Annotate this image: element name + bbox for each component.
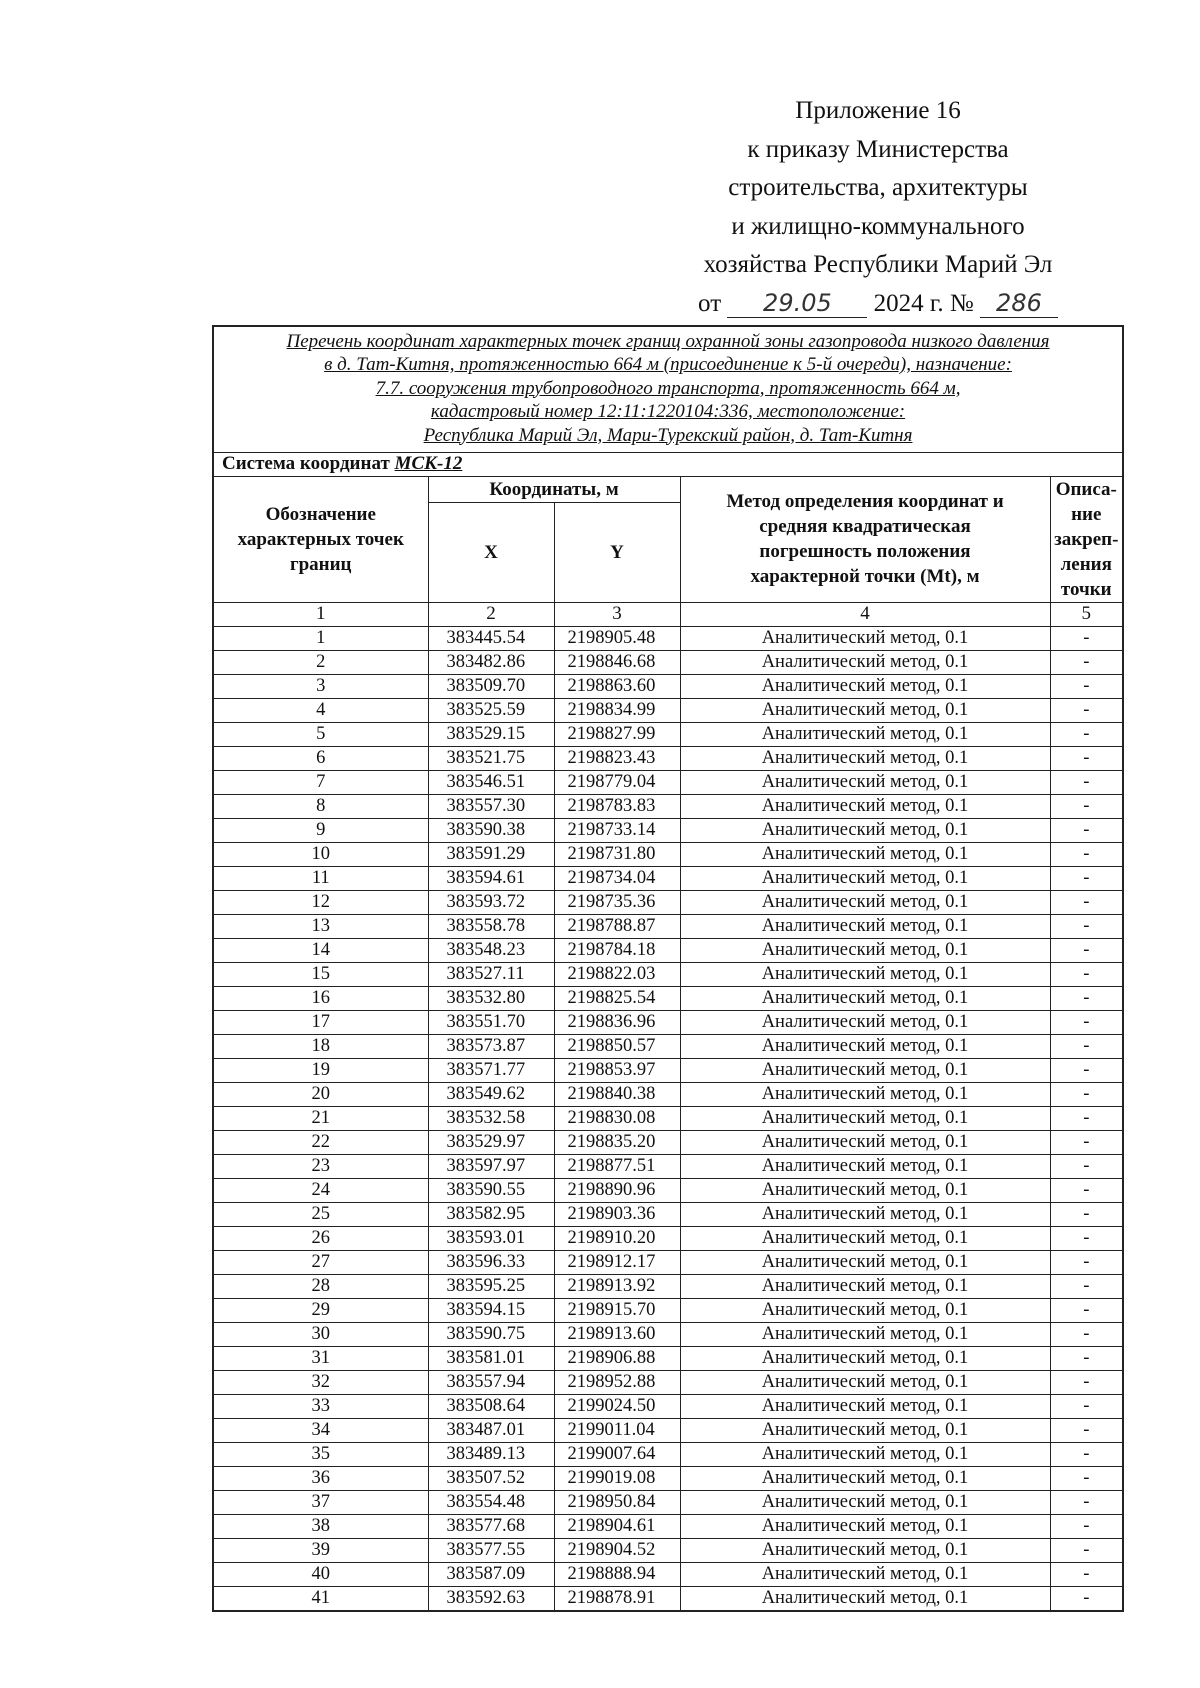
description-cell: - bbox=[1050, 1490, 1123, 1514]
caption-line: Республика Марий Эл, Мари-Турекский район, д. Тат-Китня bbox=[423, 424, 913, 446]
coord-y: 2198788.87 bbox=[554, 914, 680, 938]
method-cell: Аналитический метод, 0.1 bbox=[680, 1154, 1050, 1178]
coordinate-system-label: Система координат bbox=[222, 453, 390, 474]
method-cell: Аналитический метод, 0.1 bbox=[680, 938, 1050, 962]
point-number: 21 bbox=[213, 1106, 428, 1130]
column-number: 4 bbox=[680, 602, 1050, 626]
coord-x: 383546.51 bbox=[428, 770, 554, 794]
point-number: 16 bbox=[213, 986, 428, 1010]
method-cell: Аналитический метод, 0.1 bbox=[680, 818, 1050, 842]
table-row bbox=[213, 1130, 1123, 1154]
method-cell: Аналитический метод, 0.1 bbox=[680, 1322, 1050, 1346]
coord-x: 383482.86 bbox=[428, 650, 554, 674]
header-line: точки bbox=[1060, 578, 1112, 600]
table-row bbox=[213, 914, 1123, 938]
column-number: 5 bbox=[1050, 602, 1123, 626]
appendix-line: хозяйства Республики Марий Эл bbox=[703, 251, 1053, 278]
point-number: 28 bbox=[213, 1274, 428, 1298]
point-number: 23 bbox=[213, 1154, 428, 1178]
method-cell: Аналитический метод, 0.1 bbox=[680, 1010, 1050, 1034]
point-number: 6 bbox=[213, 746, 428, 770]
point-number: 3 bbox=[213, 674, 428, 698]
coord-x: 383445.54 bbox=[428, 626, 554, 650]
coord-y: 2198779.04 bbox=[554, 770, 680, 794]
table-row bbox=[213, 1274, 1123, 1298]
point-number: 5 bbox=[213, 722, 428, 746]
description-cell: - bbox=[1050, 962, 1123, 986]
column-numbers-row bbox=[213, 602, 1123, 626]
coord-x: 383596.33 bbox=[428, 1250, 554, 1274]
coord-x: 383595.25 bbox=[428, 1274, 554, 1298]
coord-x: 383529.15 bbox=[428, 722, 554, 746]
coord-y: 2198913.60 bbox=[554, 1322, 680, 1346]
description-cell: - bbox=[1050, 1394, 1123, 1418]
description-cell: - bbox=[1050, 1250, 1123, 1274]
coord-x: 383558.78 bbox=[428, 914, 554, 938]
description-cell: - bbox=[1050, 1442, 1123, 1466]
coord-y: 2198846.68 bbox=[554, 650, 680, 674]
coord-y: 2198784.18 bbox=[554, 938, 680, 962]
coord-y: 2199024.50 bbox=[554, 1394, 680, 1418]
coord-x: 383554.48 bbox=[428, 1490, 554, 1514]
method-cell: Аналитический метод, 0.1 bbox=[680, 1586, 1050, 1611]
header-point bbox=[213, 476, 428, 602]
table-row bbox=[213, 746, 1123, 770]
header-y: Y bbox=[554, 502, 680, 602]
point-number: 18 bbox=[213, 1034, 428, 1058]
coord-y: 2198840.38 bbox=[554, 1082, 680, 1106]
method-cell: Аналитический метод, 0.1 bbox=[680, 890, 1050, 914]
point-number: 29 bbox=[213, 1298, 428, 1322]
description-cell: - bbox=[1050, 1298, 1123, 1322]
table-row bbox=[213, 1178, 1123, 1202]
description-cell: - bbox=[1050, 842, 1123, 866]
point-number: 10 bbox=[213, 842, 428, 866]
header-line: Описа- bbox=[1055, 478, 1117, 500]
point-number: 14 bbox=[213, 938, 428, 962]
coord-x: 383582.95 bbox=[428, 1202, 554, 1226]
method-cell: Аналитический метод, 0.1 bbox=[680, 1034, 1050, 1058]
point-number: 39 bbox=[213, 1538, 428, 1562]
header-line: Обозначение bbox=[265, 503, 376, 525]
coord-x: 383557.30 bbox=[428, 794, 554, 818]
point-number: 11 bbox=[213, 866, 428, 890]
description-cell: - bbox=[1050, 770, 1123, 794]
table-row bbox=[213, 1538, 1123, 1562]
method-cell: Аналитический метод, 0.1 bbox=[680, 746, 1050, 770]
column-number: 2 bbox=[428, 602, 554, 626]
coord-y: 2198915.70 bbox=[554, 1298, 680, 1322]
method-cell: Аналитический метод, 0.1 bbox=[680, 1442, 1050, 1466]
coord-x: 383587.09 bbox=[428, 1562, 554, 1586]
header-line: Метод определения координат и bbox=[726, 491, 1004, 512]
description-cell: - bbox=[1050, 674, 1123, 698]
coord-y: 2198827.99 bbox=[554, 722, 680, 746]
coord-y: 2198825.54 bbox=[554, 986, 680, 1010]
table-row bbox=[213, 938, 1123, 962]
point-number: 38 bbox=[213, 1514, 428, 1538]
coord-x: 383532.80 bbox=[428, 986, 554, 1010]
coord-y: 2198835.20 bbox=[554, 1130, 680, 1154]
table-row bbox=[213, 1562, 1123, 1586]
coord-x: 383487.01 bbox=[428, 1418, 554, 1442]
table-row bbox=[213, 1370, 1123, 1394]
coord-x: 383529.97 bbox=[428, 1130, 554, 1154]
description-cell: - bbox=[1050, 1586, 1123, 1611]
coord-x: 383593.01 bbox=[428, 1226, 554, 1250]
description-cell: - bbox=[1050, 1370, 1123, 1394]
method-cell: Аналитический метод, 0.1 bbox=[680, 1178, 1050, 1202]
method-cell: Аналитический метод, 0.1 bbox=[680, 1418, 1050, 1442]
header-line: ние bbox=[1071, 503, 1102, 525]
coordinate-system-row bbox=[213, 452, 1123, 476]
coord-y: 2198783.83 bbox=[554, 794, 680, 818]
header-line: средняя квадратическая bbox=[759, 516, 971, 537]
coord-y: 2198830.08 bbox=[554, 1106, 680, 1130]
description-cell: - bbox=[1050, 1514, 1123, 1538]
table-row bbox=[213, 1442, 1123, 1466]
coord-y: 2198733.14 bbox=[554, 818, 680, 842]
method-cell: Аналитический метод, 0.1 bbox=[680, 1274, 1050, 1298]
method-cell: Аналитический метод, 0.1 bbox=[680, 914, 1050, 938]
method-cell: Аналитический метод, 0.1 bbox=[680, 794, 1050, 818]
table-row bbox=[213, 1034, 1123, 1058]
coord-x: 383577.55 bbox=[428, 1538, 554, 1562]
point-number: 33 bbox=[213, 1394, 428, 1418]
point-number: 1 bbox=[213, 626, 428, 650]
coord-x: 383571.77 bbox=[428, 1058, 554, 1082]
coord-y: 2198863.60 bbox=[554, 674, 680, 698]
method-cell: Аналитический метод, 0.1 bbox=[680, 770, 1050, 794]
coord-y: 2199019.08 bbox=[554, 1466, 680, 1490]
point-number: 20 bbox=[213, 1082, 428, 1106]
table-row bbox=[213, 794, 1123, 818]
table-row bbox=[213, 1082, 1123, 1106]
coord-y: 2198734.04 bbox=[554, 866, 680, 890]
appendix-header bbox=[668, 92, 1088, 323]
point-number: 4 bbox=[213, 698, 428, 722]
table-row bbox=[213, 1154, 1123, 1178]
coord-x: 383597.97 bbox=[428, 1154, 554, 1178]
method-cell: Аналитический метод, 0.1 bbox=[680, 1250, 1050, 1274]
table-row bbox=[213, 842, 1123, 866]
handwritten-date: 29.05 bbox=[727, 289, 867, 318]
method-cell: Аналитический метод, 0.1 bbox=[680, 698, 1050, 722]
table-row bbox=[213, 866, 1123, 890]
coord-y: 2198850.57 bbox=[554, 1034, 680, 1058]
table-row bbox=[213, 818, 1123, 842]
description-cell: - bbox=[1050, 1346, 1123, 1370]
description-cell: - bbox=[1050, 722, 1123, 746]
method-cell: Аналитический метод, 0.1 bbox=[680, 650, 1050, 674]
coord-y: 2198952.88 bbox=[554, 1370, 680, 1394]
coordinate-system-name: МСК-12 bbox=[394, 453, 463, 474]
coord-x: 383592.63 bbox=[428, 1586, 554, 1611]
description-cell: - bbox=[1050, 1154, 1123, 1178]
header-description bbox=[1050, 476, 1123, 602]
point-number: 26 bbox=[213, 1226, 428, 1250]
method-cell: Аналитический метод, 0.1 bbox=[680, 1058, 1050, 1082]
table-row bbox=[213, 770, 1123, 794]
point-number: 31 bbox=[213, 1346, 428, 1370]
date-prefix: от bbox=[698, 289, 722, 317]
coord-x: 383594.61 bbox=[428, 866, 554, 890]
point-number: 24 bbox=[213, 1178, 428, 1202]
table-row bbox=[213, 1298, 1123, 1322]
method-cell: Аналитический метод, 0.1 bbox=[680, 1490, 1050, 1514]
coord-y: 2198910.20 bbox=[554, 1226, 680, 1250]
point-number: 25 bbox=[213, 1202, 428, 1226]
coord-y: 2198878.91 bbox=[554, 1586, 680, 1611]
table-row bbox=[213, 1226, 1123, 1250]
handwritten-order-number: 286 bbox=[980, 289, 1058, 318]
table-row bbox=[213, 650, 1123, 674]
description-cell: - bbox=[1050, 650, 1123, 674]
coord-y: 2198950.84 bbox=[554, 1490, 680, 1514]
table-row bbox=[213, 698, 1123, 722]
description-cell: - bbox=[1050, 698, 1123, 722]
method-cell: Аналитический метод, 0.1 bbox=[680, 1370, 1050, 1394]
description-cell: - bbox=[1050, 626, 1123, 650]
coord-x: 383532.58 bbox=[428, 1106, 554, 1130]
method-cell: Аналитический метод, 0.1 bbox=[680, 674, 1050, 698]
coord-y: 2198913.92 bbox=[554, 1274, 680, 1298]
point-number: 15 bbox=[213, 962, 428, 986]
coord-y: 2198906.88 bbox=[554, 1346, 680, 1370]
table-row bbox=[213, 1346, 1123, 1370]
coordinates-table bbox=[212, 325, 1124, 1612]
table-caption bbox=[213, 326, 1123, 452]
method-cell: Аналитический метод, 0.1 bbox=[680, 1394, 1050, 1418]
description-cell: - bbox=[1050, 914, 1123, 938]
point-number: 41 bbox=[213, 1586, 428, 1611]
method-cell: Аналитический метод, 0.1 bbox=[680, 1538, 1050, 1562]
table-row bbox=[213, 1202, 1123, 1226]
point-number: 7 bbox=[213, 770, 428, 794]
coord-x: 383489.13 bbox=[428, 1442, 554, 1466]
coord-y: 2198905.48 bbox=[554, 626, 680, 650]
table-row bbox=[213, 1322, 1123, 1346]
table-row bbox=[213, 1586, 1123, 1611]
coord-y: 2198823.43 bbox=[554, 746, 680, 770]
point-number: 13 bbox=[213, 914, 428, 938]
coord-x: 383590.75 bbox=[428, 1322, 554, 1346]
caption-line: в д. Тат-Китня, протяженностью 664 м (присоединение к 5-й очереди), назначение: bbox=[324, 354, 1012, 375]
coord-y: 2198888.94 bbox=[554, 1562, 680, 1586]
table-row bbox=[213, 626, 1123, 650]
point-number: 27 bbox=[213, 1250, 428, 1274]
description-cell: - bbox=[1050, 1226, 1123, 1250]
method-cell: Аналитический метод, 0.1 bbox=[680, 1082, 1050, 1106]
method-cell: Аналитический метод, 0.1 bbox=[680, 1466, 1050, 1490]
method-cell: Аналитический метод, 0.1 bbox=[680, 842, 1050, 866]
description-cell: - bbox=[1050, 1538, 1123, 1562]
point-number: 32 bbox=[213, 1370, 428, 1394]
point-number: 22 bbox=[213, 1130, 428, 1154]
description-cell: - bbox=[1050, 890, 1123, 914]
column-number: 1 bbox=[213, 602, 428, 626]
description-cell: - bbox=[1050, 1082, 1123, 1106]
point-number: 19 bbox=[213, 1058, 428, 1082]
table-row bbox=[213, 962, 1123, 986]
method-cell: Аналитический метод, 0.1 bbox=[680, 866, 1050, 890]
coord-x: 383527.11 bbox=[428, 962, 554, 986]
description-cell: - bbox=[1050, 794, 1123, 818]
table-row bbox=[213, 1514, 1123, 1538]
column-number: 3 bbox=[554, 602, 680, 626]
coord-y: 2198853.97 bbox=[554, 1058, 680, 1082]
description-cell: - bbox=[1050, 866, 1123, 890]
method-cell: Аналитический метод, 0.1 bbox=[680, 1130, 1050, 1154]
point-number: 17 bbox=[213, 1010, 428, 1034]
method-cell: Аналитический метод, 0.1 bbox=[680, 722, 1050, 746]
table-row bbox=[213, 722, 1123, 746]
header-coordinates: Координаты, м bbox=[428, 476, 680, 502]
description-cell: - bbox=[1050, 1010, 1123, 1034]
method-cell: Аналитический метод, 0.1 bbox=[680, 1226, 1050, 1250]
description-cell: - bbox=[1050, 938, 1123, 962]
caption-line: Перечень координат характерных точек границ охранной зоны газопровода низкого давления bbox=[286, 330, 1050, 352]
description-cell: - bbox=[1050, 746, 1123, 770]
table-row bbox=[213, 986, 1123, 1010]
method-cell: Аналитический метод, 0.1 bbox=[680, 626, 1050, 650]
point-number: 9 bbox=[213, 818, 428, 842]
coord-y: 2199007.64 bbox=[554, 1442, 680, 1466]
coord-x: 383509.70 bbox=[428, 674, 554, 698]
coord-x: 383525.59 bbox=[428, 698, 554, 722]
coord-y: 2198836.96 bbox=[554, 1010, 680, 1034]
point-number: 40 bbox=[213, 1562, 428, 1586]
coord-x: 383557.94 bbox=[428, 1370, 554, 1394]
point-number: 37 bbox=[213, 1490, 428, 1514]
description-cell: - bbox=[1050, 1202, 1123, 1226]
point-number: 8 bbox=[213, 794, 428, 818]
header-x: X bbox=[428, 502, 554, 602]
coord-y: 2198903.36 bbox=[554, 1202, 680, 1226]
header-line: погрешность положения bbox=[759, 541, 971, 562]
description-cell: - bbox=[1050, 1178, 1123, 1202]
point-number: 36 bbox=[213, 1466, 428, 1490]
description-cell: - bbox=[1050, 1106, 1123, 1130]
coord-y: 2198904.61 bbox=[554, 1514, 680, 1538]
description-cell: - bbox=[1050, 1418, 1123, 1442]
header-line: характерных точек bbox=[237, 528, 404, 550]
coord-x: 383573.87 bbox=[428, 1034, 554, 1058]
method-cell: Аналитический метод, 0.1 bbox=[680, 1346, 1050, 1370]
description-cell: - bbox=[1050, 818, 1123, 842]
coord-y: 2198731.80 bbox=[554, 842, 680, 866]
appendix-line: Приложение 16 bbox=[795, 97, 961, 124]
table-row bbox=[213, 674, 1123, 698]
coord-x: 383548.23 bbox=[428, 938, 554, 962]
appendix-line: и жилищно-коммунального bbox=[731, 212, 1025, 240]
table-row bbox=[213, 1058, 1123, 1082]
coord-y: 2199011.04 bbox=[554, 1418, 680, 1442]
method-cell: Аналитический метод, 0.1 bbox=[680, 962, 1050, 986]
method-cell: Аналитический метод, 0.1 bbox=[680, 1202, 1050, 1226]
table-row bbox=[213, 1106, 1123, 1130]
point-number: 35 bbox=[213, 1442, 428, 1466]
caption-line: 7.7. сооружения трубопроводного транспорта, протяженность 664 м, bbox=[375, 377, 961, 399]
header-method bbox=[680, 476, 1050, 602]
coord-x: 383521.75 bbox=[428, 746, 554, 770]
caption-line: кадастровый номер 12:11:1220104:336, местоположение: bbox=[430, 401, 906, 422]
point-number: 2 bbox=[213, 650, 428, 674]
coord-x: 383577.68 bbox=[428, 1514, 554, 1538]
table-row bbox=[213, 890, 1123, 914]
coord-x: 383590.38 bbox=[428, 818, 554, 842]
coord-y: 2198904.52 bbox=[554, 1538, 680, 1562]
description-cell: - bbox=[1050, 1466, 1123, 1490]
method-cell: Аналитический метод, 0.1 bbox=[680, 986, 1050, 1010]
table-row bbox=[213, 1418, 1123, 1442]
coord-x: 383551.70 bbox=[428, 1010, 554, 1034]
header-line: границ bbox=[289, 553, 352, 575]
coord-x: 383594.15 bbox=[428, 1298, 554, 1322]
header-line: характерной точки (Mt), м bbox=[750, 566, 980, 587]
description-cell: - bbox=[1050, 986, 1123, 1010]
appendix-line: к приказу Министерства bbox=[747, 135, 1009, 163]
appendix-line: строительства, архитектуры bbox=[728, 174, 1028, 201]
table-row bbox=[213, 1010, 1123, 1034]
coord-y: 2198822.03 bbox=[554, 962, 680, 986]
method-cell: Аналитический метод, 0.1 bbox=[680, 1106, 1050, 1130]
header-line: закреп- bbox=[1054, 528, 1119, 550]
description-cell: - bbox=[1050, 1058, 1123, 1082]
coord-x: 383507.52 bbox=[428, 1466, 554, 1490]
header-line: ления bbox=[1060, 553, 1112, 575]
table-row bbox=[213, 1250, 1123, 1274]
table-row bbox=[213, 1466, 1123, 1490]
point-number: 12 bbox=[213, 890, 428, 914]
coord-x: 383581.01 bbox=[428, 1346, 554, 1370]
coord-y: 2198735.36 bbox=[554, 890, 680, 914]
table-row bbox=[213, 1394, 1123, 1418]
order-date-line bbox=[668, 285, 1088, 324]
coord-x: 383593.72 bbox=[428, 890, 554, 914]
description-cell: - bbox=[1050, 1034, 1123, 1058]
point-number: 34 bbox=[213, 1418, 428, 1442]
description-cell: - bbox=[1050, 1562, 1123, 1586]
method-cell: Аналитический метод, 0.1 bbox=[680, 1562, 1050, 1586]
coord-y: 2198877.51 bbox=[554, 1154, 680, 1178]
description-cell: - bbox=[1050, 1130, 1123, 1154]
description-cell: - bbox=[1050, 1322, 1123, 1346]
point-number: 30 bbox=[213, 1322, 428, 1346]
method-cell: Аналитический метод, 0.1 bbox=[680, 1298, 1050, 1322]
coord-x: 383590.55 bbox=[428, 1178, 554, 1202]
coord-x: 383591.29 bbox=[428, 842, 554, 866]
coord-x: 383549.62 bbox=[428, 1082, 554, 1106]
coord-y: 2198912.17 bbox=[554, 1250, 680, 1274]
coord-x: 383508.64 bbox=[428, 1394, 554, 1418]
method-cell: Аналитический метод, 0.1 bbox=[680, 1514, 1050, 1538]
description-cell: - bbox=[1050, 1274, 1123, 1298]
coord-y: 2198834.99 bbox=[554, 698, 680, 722]
table-body bbox=[213, 626, 1123, 1611]
table-row bbox=[213, 1490, 1123, 1514]
date-year: 2024 г. № bbox=[873, 289, 974, 317]
coord-y: 2198890.96 bbox=[554, 1178, 680, 1202]
